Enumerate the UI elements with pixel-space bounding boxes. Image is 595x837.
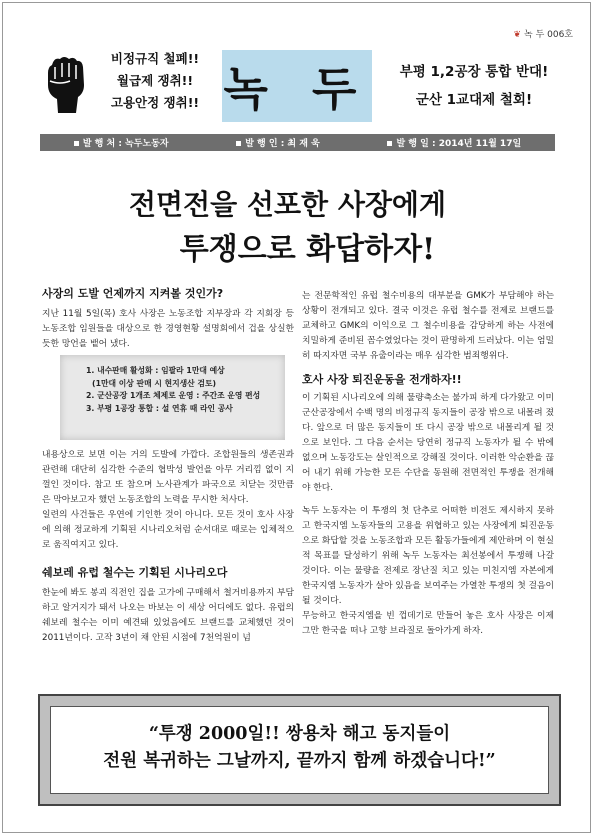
masthead-title: 녹 두 bbox=[223, 62, 371, 116]
left-column-lower bbox=[42, 448, 294, 646]
date-text: 발 행 일 : 2014년 11월 17일 bbox=[396, 139, 522, 149]
issue-number bbox=[513, 27, 573, 40]
slogan: 비정규직 철폐!! bbox=[110, 51, 200, 66]
headline-line-2: 투쟁으로 화답하자! bbox=[179, 232, 436, 267]
crumpled-note-image bbox=[60, 355, 285, 440]
editor-info bbox=[236, 136, 320, 149]
quote-inner bbox=[50, 706, 549, 794]
quote-line: 전원 복귀하는 그날까지, 끝까지 함께 하겠습니다!” bbox=[103, 751, 496, 771]
left-column bbox=[42, 286, 294, 352]
issue-text: 녹 두 006호 bbox=[524, 30, 573, 40]
section-title: 호사 사장 퇴진운동을 전개하자!! bbox=[302, 373, 462, 386]
bullet-square-icon bbox=[387, 141, 392, 146]
bullet-square-icon bbox=[74, 141, 79, 146]
note-item: 1. 내수판매 활성화 : 임팔라 1만대 예상 bbox=[86, 366, 225, 375]
raised-fist-icon bbox=[40, 55, 90, 115]
section-title: 쉐보레 유럽 철수는 기획된 시나리오다 bbox=[42, 566, 228, 579]
right-column bbox=[302, 289, 554, 639]
slogan: 고용안정 쟁취!! bbox=[110, 95, 200, 110]
paragraph: 는 전문학적인 유럽 철수비용의 대부분을 GMK가 부담해야 하는 상황이 전개되고 있다. 결국 이것은 유럽 철수를 전제로 브랜드를 교체하고 GMK의 이익으로 그 철수비용을 감당하게 하는 사전에 치밀하게 준비된 꼼수였었다는 것이 판명하게 드러났다. 이는 엄밀히 따지자면 국부 유출이라는 매우 심각한 범죄행위다. bbox=[302, 291, 554, 361]
masthead bbox=[222, 50, 372, 122]
bullet-square-icon bbox=[236, 141, 241, 146]
editor-text: 발 행 인 : 최 재 욱 bbox=[245, 139, 320, 149]
date-info bbox=[387, 136, 521, 149]
feather-icon: ❦ bbox=[513, 30, 522, 40]
quote-box bbox=[38, 694, 561, 806]
headline-line-1: 전면전을 선포한 사장에게 bbox=[128, 188, 447, 221]
note-item: (1만대 이상 판매 시 현지생산 검토) bbox=[92, 378, 217, 388]
slogan: 부평 1,2공장 통합 반대! bbox=[399, 64, 549, 80]
note-item: 3. 부평 1공장 통합 : 설 연휴 때 라인 공사 bbox=[86, 403, 233, 413]
slogan: 월급제 쟁취!! bbox=[116, 73, 194, 88]
paragraph: 한눈에 봐도 봉괴 직전인 집을 고가에 구매해서 철거비용까지 부담하고 알거지가 돼서 나오는 바보는 이 세상 어디에도 없다. 유럽의 쉐보레 철수는 이미 예견돼 있었음에도 브랜드를 교체했던 것이 2011년이다. 고작 3년이 채 안된 시점에 7천억원이 넘 bbox=[42, 588, 294, 643]
paragraph: 일련의 사건들은 우연에 기인한 것이 아니다. 모든 것이 호사 사장에 의해 정교하게 기획된 시나리오처럼 순서대로 때로는 입체적으로 움직여지고 있다. bbox=[42, 510, 294, 550]
section-title: 사장의 도발 언제까지 지켜볼 것인가? bbox=[42, 287, 224, 300]
paragraph: 지난 11월 5일(목) 호사 사장은 노동조합 지부장과 각 지회장 등 노동조합 임원들을 대상으로 한 경영현황 설명회에서 겁을 상실한 듯한 망언을 뱉어 냈다. bbox=[42, 309, 294, 349]
publication-info-bar bbox=[40, 134, 555, 151]
paragraph: 이 기획된 시나리오에 의해 물량축소는 불가피 하게 다가왔고 이미 군산공장에서 수백 명의 비정규직 동지들이 공장 밖으로 내몰려 졌다. 앞으로 더 많은 동지들이 또 다시 공장 밖으로 내몰리게 될 것으로 보인다. 그 다음 순서는 당연히 정규직 노동자가 될 수 밖에 없으며 노동강도는 살인적으로 강해질 것이다. 이러한 악순환을 끊어 내기 위해 가능한 모든 수단을 동원해 전면적인 투쟁을 전개해야 한다. bbox=[302, 393, 554, 493]
note-list bbox=[60, 365, 285, 415]
note-item: 2. 군산공장 1개조 체제로 운영 : 주간조 운영 편성 bbox=[86, 391, 261, 400]
publisher-info bbox=[74, 136, 169, 149]
left-slogans bbox=[100, 48, 210, 114]
quote-line: “투쟁 2000일!! 쌍용차 해고 동지들이 bbox=[148, 724, 451, 744]
publisher-text: 발 행 처 : 녹두노동자 bbox=[82, 139, 169, 149]
right-slogans bbox=[384, 58, 564, 114]
paragraph: 무능하고 한국지엠을 빈 껍데기로 만들어 놓은 호사 사장은 이제 그만 한국을 떠나 고향 브라질로 돌아가게 하자. bbox=[302, 611, 554, 636]
slogan: 군산 1교대제 철회! bbox=[415, 92, 533, 108]
paragraph: 녹두 노동자는 이 투쟁의 첫 단추로 어떠한 비전도 제시하지 못하고 한국지엠 노동자들의 고용을 위협하고 있는 사장에게 퇴진운동으로 화답할 것을 노동조합과 모든 활동가들에게 제안하며 이 현실적 목표를 달성하기 위해 녹두 노동자는 최선봉에서 투쟁해 나갈 것이다. 이는 물량을 전제로 장난질 치고 있는 미친지엠 자본에게 한국지엠 노동자가 살아 있음을 보여주는 가열찬 투쟁의 첫 걸음이 될 것이다. bbox=[302, 506, 554, 606]
paragraph: 내용상으로 보면 이는 거의 도발에 가깝다. 조합원들의 생존권과 관련해 대단히 심각한 수준의 협박성 발언을 아무 거리낌 없이 지껄인 것이다. 참고 또 참으며 노사관계가 파국으로 치닫는 것만큼은 막아보고자 했던 노동조합의 노력을 무시한 처사다. bbox=[42, 450, 294, 505]
